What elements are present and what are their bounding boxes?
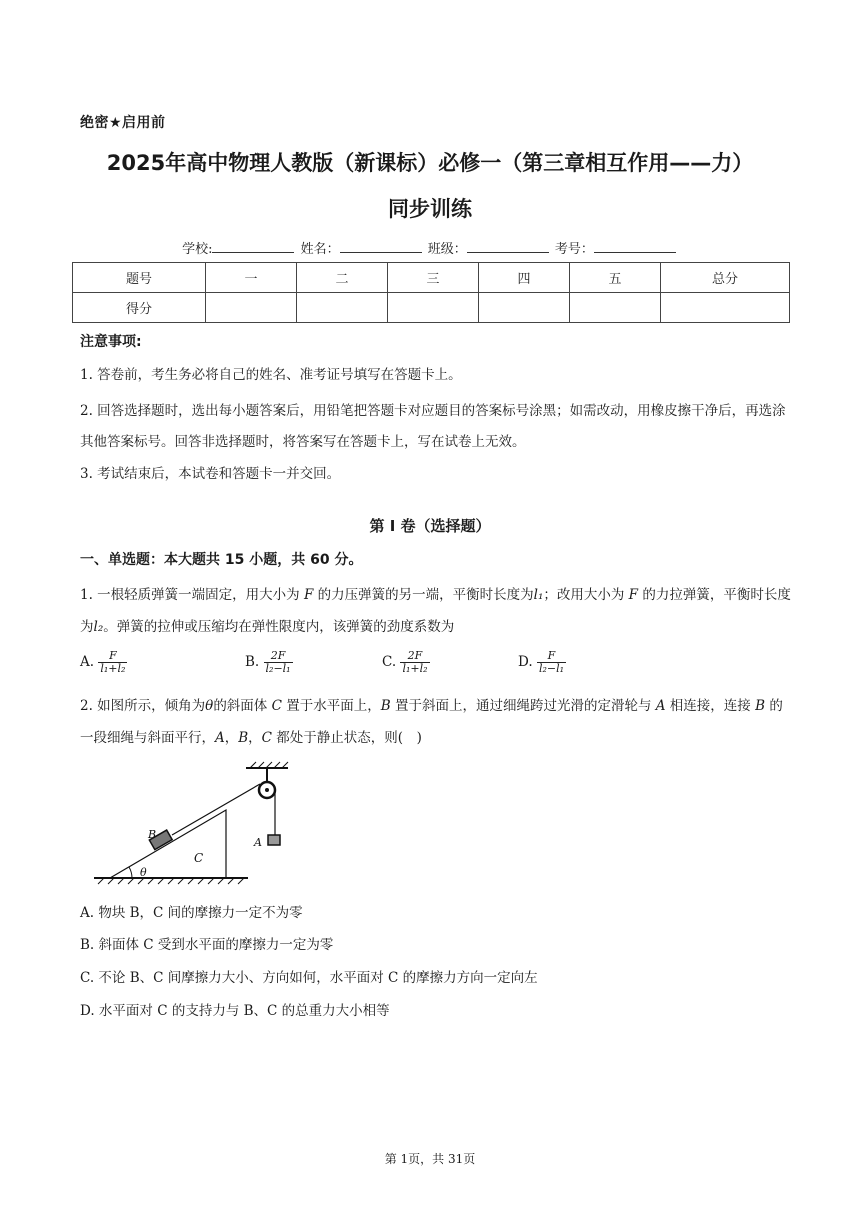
denominator: l₂−l₁ [538,662,565,675]
class-label: 班级： [427,242,467,257]
exam-title: 2025年高中物理人教版（新课标）必修一（第三章相互作用——力） [106,151,754,175]
question-2-stem [80,690,794,754]
q1-text: 的力压弹簧的另一端，平衡时长度为 [313,587,534,603]
option-label: A. [80,654,95,670]
q2-var: B [755,698,766,714]
notice-item-3: 3. 考试结束后，本试卷和答题卡一并交回。 [80,466,341,482]
score-cell: 三 [388,263,479,293]
option-fraction [264,650,293,675]
score-cell: 一 [206,263,297,293]
score-table-header-row [73,263,790,293]
q2-option-a: A. 物块 B，C 间的摩擦力一定不为零 [80,905,303,921]
option-fraction [400,650,429,675]
name-blank [340,241,422,253]
option-fraction [537,650,566,675]
score-cell: 得分 [73,293,206,323]
option-label: D. [518,654,533,670]
question-1-stem [80,579,794,643]
q2-option-d: D. 水平面对 C 的支持力与 B、C 的总重力大小相等 [80,1003,390,1019]
exam-subtitle: 同步训练 [388,197,472,221]
score-cell [661,293,790,323]
q2-var: C [261,730,273,746]
block-a [268,835,280,845]
label-b: B [148,828,157,841]
q1-option-d [518,650,566,675]
pulley-axle [265,788,269,792]
class-blank [467,241,549,253]
confidential-mark: 绝密★启用前 [80,115,166,131]
q2-text: 的斜面体 [213,698,272,714]
incline-pulley-figure [88,760,298,888]
q2-text: ， [248,730,262,746]
q2-option-c: C. 不论 B、C 间摩擦力大小、方向如何，水平面对 C 的摩擦力方向一定向左 [80,970,538,986]
score-cell [388,293,479,323]
school-label: 学校: [182,242,213,257]
q2-var: C [271,698,282,714]
q2-text: 置于水平面上， [281,698,381,714]
q2-text: 的一段细绳与斜面平行， [80,698,783,746]
q1-text: 的力拉弹簧，平衡时长度为 [80,587,791,635]
label-theta: θ [140,866,147,879]
score-cell: 五 [570,263,661,293]
q1-option-c [382,650,430,675]
score-table-score-row [73,293,790,323]
option-label: C. [382,654,397,670]
q2-text: 置于斜面上，通过细绳跨过光滑的定滑轮与 [390,698,656,714]
q1-text: 1. 一根轻质弹簧一端固定，用大小为 [80,587,304,603]
score-cell: 总分 [661,263,790,293]
numerator: 2F [400,650,429,663]
incline-c [110,810,226,878]
q1-text: 。弹簧的拉伸或压缩均在弹性限度内，该弹簧的劲度系数为 [103,619,455,635]
label-a: A [254,836,262,849]
score-cell: 四 [479,263,570,293]
school-blank [212,241,294,253]
numerator: F [98,650,127,663]
notice-item-1: 1. 答卷前，考生务必将自己的姓名、准考证号填写在答题卡上。 [80,367,462,383]
score-cell [206,293,297,323]
score-table [72,262,790,323]
q2-text: ， [224,730,239,746]
option-fraction [98,650,127,675]
page-footer: 第 1页，共 31页 [384,1152,476,1166]
numerator: F [537,650,566,663]
q1-option-b [245,650,293,675]
q2-var: A [655,698,666,714]
q1-var: F [628,587,639,603]
denominator: l₁+l₂ [402,662,428,675]
score-cell [570,293,661,323]
score-cell: 二 [297,263,388,293]
student-info-line [0,238,860,257]
q1-var: l₁ [533,587,544,603]
option-label: B. [245,654,260,670]
denominator: l₁+l₂ [100,662,126,675]
part-title: 一、单选题：本大题共 15 小题，共 60 分。 [80,552,363,568]
q2-text: 2. 如图所示，倾角为 [80,698,206,714]
q2-text: 都处于静止状态，则( ) [272,730,422,746]
q1-var: l₂ [93,619,104,635]
q1-var: F [303,587,314,603]
q2-var: A [215,730,225,746]
name-label: 姓名： [300,242,340,257]
score-cell: 题号 [73,263,206,293]
q2-var: B [380,698,391,714]
notice-heading: 注意事项: [80,334,142,350]
numerator: 2F [264,650,293,663]
exam-no-blank [594,241,676,253]
q1-option-a [80,650,127,675]
denominator: l₂−l₁ [265,662,291,675]
notice-item-2: 2. 回答选择题时，选出每小题答案后，用铅笔把答题卡对应题目的答案标号涂黑；如需改动，用橡皮擦干净后，再选涂其他答案标号。回答非选择题时，将答案写在答题卡上，写在试卷上无效。 [80,403,786,450]
section-title: 第 I 卷（选择题） [369,517,491,535]
q1-text: ；改用大小为 [543,587,629,603]
q2-text: 相连接，连接 [665,698,756,714]
q2-option-b: B. 斜面体 C 受到水平面的摩擦力一定为零 [80,937,334,953]
label-c: C [194,851,204,865]
score-cell [297,293,388,323]
exam-no-label: 考号： [554,242,594,257]
q2-var: θ [205,698,214,714]
q2-var: B [238,730,249,746]
score-cell [479,293,570,323]
